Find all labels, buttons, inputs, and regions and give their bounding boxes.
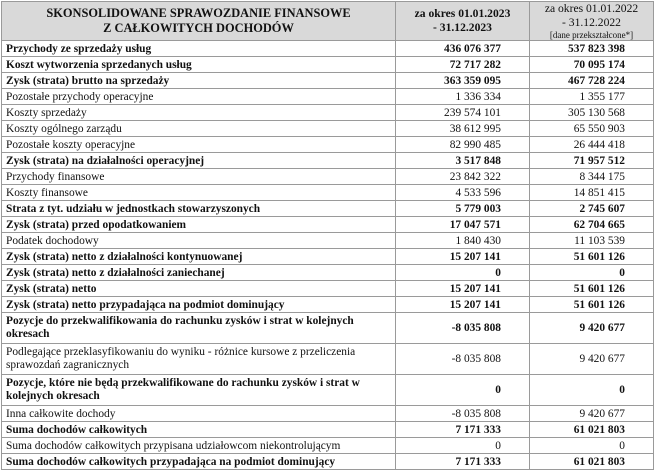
table-row [2, 89, 654, 105]
previous-period-line1: za okres 01.01.2022 [544, 2, 639, 15]
table-row [2, 137, 654, 153]
current-period-value: 239 574 101 [396, 105, 530, 121]
restated-data-note: [dane przekształcone*] [549, 30, 634, 40]
previous-period-value: 11 103 539 [530, 233, 654, 249]
row-label: Przychody ze sprzedaży usług [2, 41, 396, 57]
table-row [2, 281, 654, 297]
current-period-value: 15 207 141 [396, 249, 530, 265]
previous-period-value: 61 021 803 [530, 422, 654, 438]
previous-period-value: 51 601 126 [530, 281, 654, 297]
table-row [2, 406, 654, 422]
current-period-value: 1 336 334 [396, 89, 530, 105]
table-row [2, 249, 654, 265]
statement-title-line1: SKONSOLIDOWANE SPRAWOZDANIE FINANSOWE [46, 6, 351, 20]
previous-period-value: 0 [530, 375, 654, 406]
previous-period-value: 467 728 224 [530, 73, 654, 89]
previous-period-value: 51 601 126 [530, 249, 654, 265]
table-row [2, 57, 654, 73]
table-row [2, 169, 654, 185]
row-label: Koszt wytworzenia sprzedanych usług [2, 57, 396, 73]
table-row [2, 153, 654, 169]
row-label: Inna całkowite dochody [2, 406, 396, 422]
previous-period-value: 71 957 512 [530, 153, 654, 169]
table-row [2, 73, 654, 89]
current-period-value: 0 [396, 265, 530, 281]
table-row [2, 201, 654, 217]
table-row [2, 265, 654, 281]
previous-period-value: 0 [530, 265, 654, 281]
previous-period-value: 26 444 418 [530, 137, 654, 153]
current-period-value: 0 [396, 375, 530, 406]
row-label: Zysk (strata) netto z działalności kontynuowanej [2, 249, 396, 265]
row-label: Zysk (strata) przed opodatkowaniem [2, 217, 396, 233]
previous-period-value: 305 130 568 [530, 105, 654, 121]
table-row [2, 422, 654, 438]
table-row [2, 217, 654, 233]
row-label: Podlegające przeklasyfikowaniu do wyniku - różnice kursowe z przeliczenia sprawozdań zagranicznych [2, 344, 396, 375]
current-period-value: 436 076 377 [396, 41, 530, 57]
current-period-value: 72 717 282 [396, 57, 530, 73]
current-period-value: 363 359 095 [396, 73, 530, 89]
current-period-value: 1 840 430 [396, 233, 530, 249]
previous-period-value: 537 823 398 [530, 41, 654, 57]
current-period-value: 0 [396, 438, 530, 454]
previous-period-value: 0 [530, 438, 654, 454]
table-row [2, 105, 654, 121]
current-period-line2: - 31.12.2023 [433, 21, 492, 34]
row-label: Pozycje, które nie będą przekwalifikowane do rachunku zysków i strat w kolejnych okresach [2, 375, 396, 406]
table-row [2, 121, 654, 137]
current-period-value: 7 171 333 [396, 454, 530, 470]
row-label: Koszty finansowe [2, 185, 396, 201]
table-row [2, 454, 654, 470]
row-label: Zysk (strata) na działalności operacyjnej [2, 153, 396, 169]
income-statement-table [1, 1, 654, 470]
previous-period-value: 9 420 677 [530, 344, 654, 375]
previous-period-value: 9 420 677 [530, 406, 654, 422]
current-period-value: 5 779 003 [396, 201, 530, 217]
previous-period-value: 61 021 803 [530, 454, 654, 470]
current-period-value: 23 842 322 [396, 169, 530, 185]
row-label: Zysk (strata) netto przypadająca na podmiot dominujący [2, 297, 396, 313]
row-label: Suma dochodów całkowitych [2, 422, 396, 438]
row-label: Koszty sprzedaży [2, 105, 396, 121]
table-row [2, 185, 654, 201]
row-label: Pozycje do przekwalifikowania do rachunku zysków i strat w kolejnych okresach [2, 313, 396, 344]
table-row [2, 313, 654, 344]
table-row [2, 233, 654, 249]
previous-period-value: 62 704 665 [530, 217, 654, 233]
current-period-value: 15 207 141 [396, 297, 530, 313]
row-label: Podatek dochodowy [2, 233, 396, 249]
previous-period-value: 1 355 177 [530, 89, 654, 105]
previous-period-value: 2 745 607 [530, 201, 654, 217]
previous-period-line2: - 31.12.2022 [562, 16, 621, 29]
statement-title [2, 2, 396, 41]
table-row [2, 375, 654, 406]
previous-period-value: 51 601 126 [530, 297, 654, 313]
current-period-value: -8 035 808 [396, 313, 530, 344]
current-period-value: 7 171 333 [396, 422, 530, 438]
current-period-value: 15 207 141 [396, 281, 530, 297]
row-label: Zysk (strata) brutto na sprzedaży [2, 73, 396, 89]
current-period-value: 82 990 485 [396, 137, 530, 153]
previous-period-value: 8 344 175 [530, 169, 654, 185]
previous-period-value: 65 550 903 [530, 121, 654, 137]
statement-rows [2, 41, 654, 470]
row-label: Suma dochodów całkowitych przypadająca na podmiot dominujący [2, 454, 396, 470]
table-row [2, 344, 654, 375]
current-period-value: 38 612 995 [396, 121, 530, 137]
row-label: Koszty ogólnego zarządu [2, 121, 396, 137]
row-label: Suma dochodów całkowitych przypisana udziałowcom niekontrolującym [2, 438, 396, 454]
current-period-value: 4 533 596 [396, 185, 530, 201]
previous-period-value: 9 420 677 [530, 313, 654, 344]
row-label: Pozostałe przychody operacyjne [2, 89, 396, 105]
table-header [2, 2, 654, 41]
table-row [2, 438, 654, 454]
statement-title-line2: Z CAŁKOWITYCH DOCHODÓW [103, 21, 294, 35]
current-period-header [396, 2, 530, 41]
previous-period-value: 14 851 415 [530, 185, 654, 201]
previous-period-header [530, 2, 654, 41]
current-period-value: -8 035 808 [396, 344, 530, 375]
current-period-value: 3 517 848 [396, 153, 530, 169]
current-period-line1: za okres 01.01.2023 [414, 7, 511, 20]
table-row [2, 297, 654, 313]
row-label: Zysk (strata) netto [2, 281, 396, 297]
row-label: Pozostałe koszty operacyjne [2, 137, 396, 153]
current-period-value: 17 047 571 [396, 217, 530, 233]
table-row [2, 41, 654, 57]
row-label: Przychody finansowe [2, 169, 396, 185]
previous-period-value: 70 095 174 [530, 57, 654, 73]
current-period-value: -8 035 808 [396, 406, 530, 422]
row-label: Strata z tyt. udziału w jednostkach stowarzyszonych [2, 201, 396, 217]
row-label: Zysk (strata) netto z działalności zaniechanej [2, 265, 396, 281]
